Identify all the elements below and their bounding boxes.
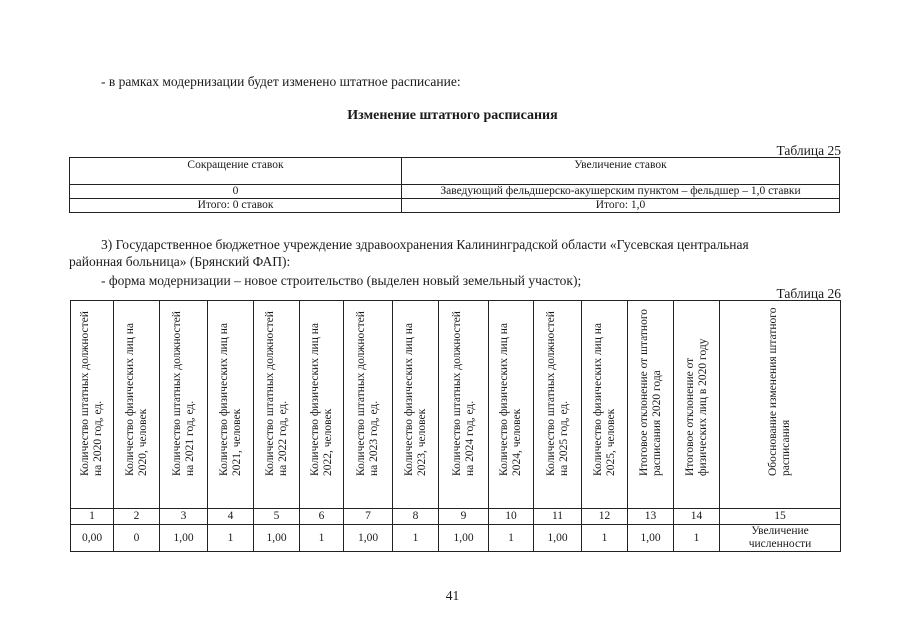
column-number: 9 <box>439 509 489 525</box>
column-header-line: Количество физических лиц на <box>591 323 604 476</box>
column-header-line: Количество штатных должностей <box>170 311 183 476</box>
column-header-line: 2023, человек <box>415 408 428 476</box>
column-header-text <box>309 276 335 476</box>
column-header-text <box>79 276 105 476</box>
column-header <box>160 301 208 509</box>
column-header <box>208 301 254 509</box>
column-header <box>674 301 720 509</box>
paragraph-3-line-3: - форма модернизации – новое строительство (выделен новый земельный участок); <box>101 273 582 288</box>
column-header-text <box>498 276 524 476</box>
column-header <box>582 301 628 509</box>
table-cell: 1 <box>300 525 344 552</box>
column-number: 5 <box>254 509 300 525</box>
paragraph-3-line-2: районная больница» (Брянский ФАП): <box>69 254 291 269</box>
reduction-total: Итого: 0 ставок <box>70 199 402 213</box>
column-header-line: Количество штатных должностей <box>79 311 91 476</box>
intro-text: - в рамках модернизации будет изменено штатное расписание: <box>101 74 461 89</box>
table-cell: 1 <box>208 525 254 552</box>
column-header-line: 2022, человек <box>321 408 334 476</box>
column-header-line: 2025, человек <box>604 408 617 476</box>
table-25-caption: Таблица 25 <box>776 143 841 158</box>
table-cell: 1,00 <box>160 525 208 552</box>
table-cell: 1,00 <box>534 525 582 552</box>
column-header-text <box>451 276 477 476</box>
table-cell: 1,00 <box>254 525 300 552</box>
column-header-text <box>124 276 150 476</box>
column-header-line: Количество физических лиц на <box>402 323 415 476</box>
column-header <box>71 301 114 509</box>
staffing-change-table <box>69 157 840 213</box>
page-number: 41 <box>445 588 460 603</box>
column-header <box>300 301 344 509</box>
table-cell: 1 <box>674 525 720 552</box>
column-number: 6 <box>300 509 344 525</box>
column-header-line: Количество штатных должностей <box>544 311 557 476</box>
column-header <box>534 301 582 509</box>
column-header-line: Количество физических лиц на <box>217 323 230 476</box>
column-number: 7 <box>344 509 393 525</box>
column-header-line: Обоснование изменения штатного <box>767 307 779 476</box>
column-header-text <box>592 276 618 476</box>
column-header-line: расписания <box>780 419 792 476</box>
column-number: 11 <box>534 509 582 525</box>
column-header-line: на 2020 год, ед. <box>92 400 104 476</box>
column-header-line: расписания 2020 года <box>650 370 663 476</box>
column-number: 8 <box>393 509 439 525</box>
column-header-text <box>355 276 381 476</box>
column-number: 2 <box>114 509 160 525</box>
table-cell: 1,00 <box>344 525 393 552</box>
column-header <box>114 301 160 509</box>
column-header-line: Количество штатных должностей <box>355 311 367 476</box>
column-header-line: 2021, человек <box>230 408 243 476</box>
column-header-line: 2020, человек <box>136 408 149 476</box>
table-26-caption: Таблица 26 <box>776 286 841 301</box>
column-header-line: на 2023 год, ед. <box>368 400 380 476</box>
column-header-line: Количество штатных должностей <box>450 311 463 476</box>
increase-total: Итого: 1,0 <box>402 199 840 213</box>
column-header <box>344 301 393 509</box>
column-number: 10 <box>489 509 534 525</box>
paragraph-3-line-1: 3) Государственное бюджетное учреждение здравоохранения Калининградской области «Гусевская центральная <box>101 237 749 252</box>
column-header-line: Итоговое отклонение от штатного <box>637 308 650 476</box>
column-number: 13 <box>628 509 674 525</box>
column-header-line: на 2025 год, ед. <box>557 400 570 476</box>
table-cell: 1,00 <box>439 525 489 552</box>
column-header <box>393 301 439 509</box>
column-header-line: Количество физических лиц на <box>123 323 136 476</box>
header-reduction: Сокращение ставок <box>70 158 402 185</box>
header-increase: Увеличение ставок <box>402 158 840 185</box>
table-cell: 0,00 <box>71 525 114 552</box>
column-number: 1 <box>71 509 114 525</box>
column-header-line: на 2024 год, ед. <box>463 400 476 476</box>
section-heading: Изменение штатного расписания <box>347 108 558 123</box>
column-header-text <box>264 276 290 476</box>
column-header-text <box>403 276 429 476</box>
column-header-text <box>171 276 197 476</box>
column-header-text <box>684 276 710 476</box>
increase-value: Заведующий фельдшерско-акушерским пунктом – фельдшер – 1,0 ставки <box>402 185 840 199</box>
column-header-line: Количество физических лиц на <box>498 323 510 476</box>
column-header-line: Итоговое отклонение от <box>683 357 696 476</box>
column-header-line: на 2021 год, ед. <box>183 400 196 476</box>
column-header-line: физических лиц в 2020 году <box>696 338 709 476</box>
column-header-text <box>638 276 664 476</box>
table-cell: Увеличение численности <box>720 525 841 552</box>
column-header-line: 2024, человек <box>511 408 523 476</box>
table-cell: 1 <box>489 525 534 552</box>
column-header <box>489 301 534 509</box>
column-header <box>439 301 489 509</box>
column-header-line: Количество штатных должностей <box>263 311 276 476</box>
column-header-text <box>545 276 571 476</box>
column-number: 12 <box>582 509 628 525</box>
column-header <box>254 301 300 509</box>
column-header-text <box>767 276 793 476</box>
staffing-forecast-table <box>70 300 841 552</box>
table-cell: 1 <box>393 525 439 552</box>
column-number: 3 <box>160 509 208 525</box>
column-number: 14 <box>674 509 720 525</box>
column-header-line: Количество физических лиц на <box>308 323 321 476</box>
column-header-line: на 2022 год, ед. <box>276 400 289 476</box>
column-header <box>628 301 674 509</box>
column-header-text <box>218 276 244 476</box>
table-cell: 0 <box>114 525 160 552</box>
column-number: 15 <box>720 509 841 525</box>
table-cell: 1,00 <box>628 525 674 552</box>
reduction-value: 0 <box>70 185 402 199</box>
column-header <box>720 301 841 509</box>
column-number: 4 <box>208 509 254 525</box>
table-cell: 1 <box>582 525 628 552</box>
